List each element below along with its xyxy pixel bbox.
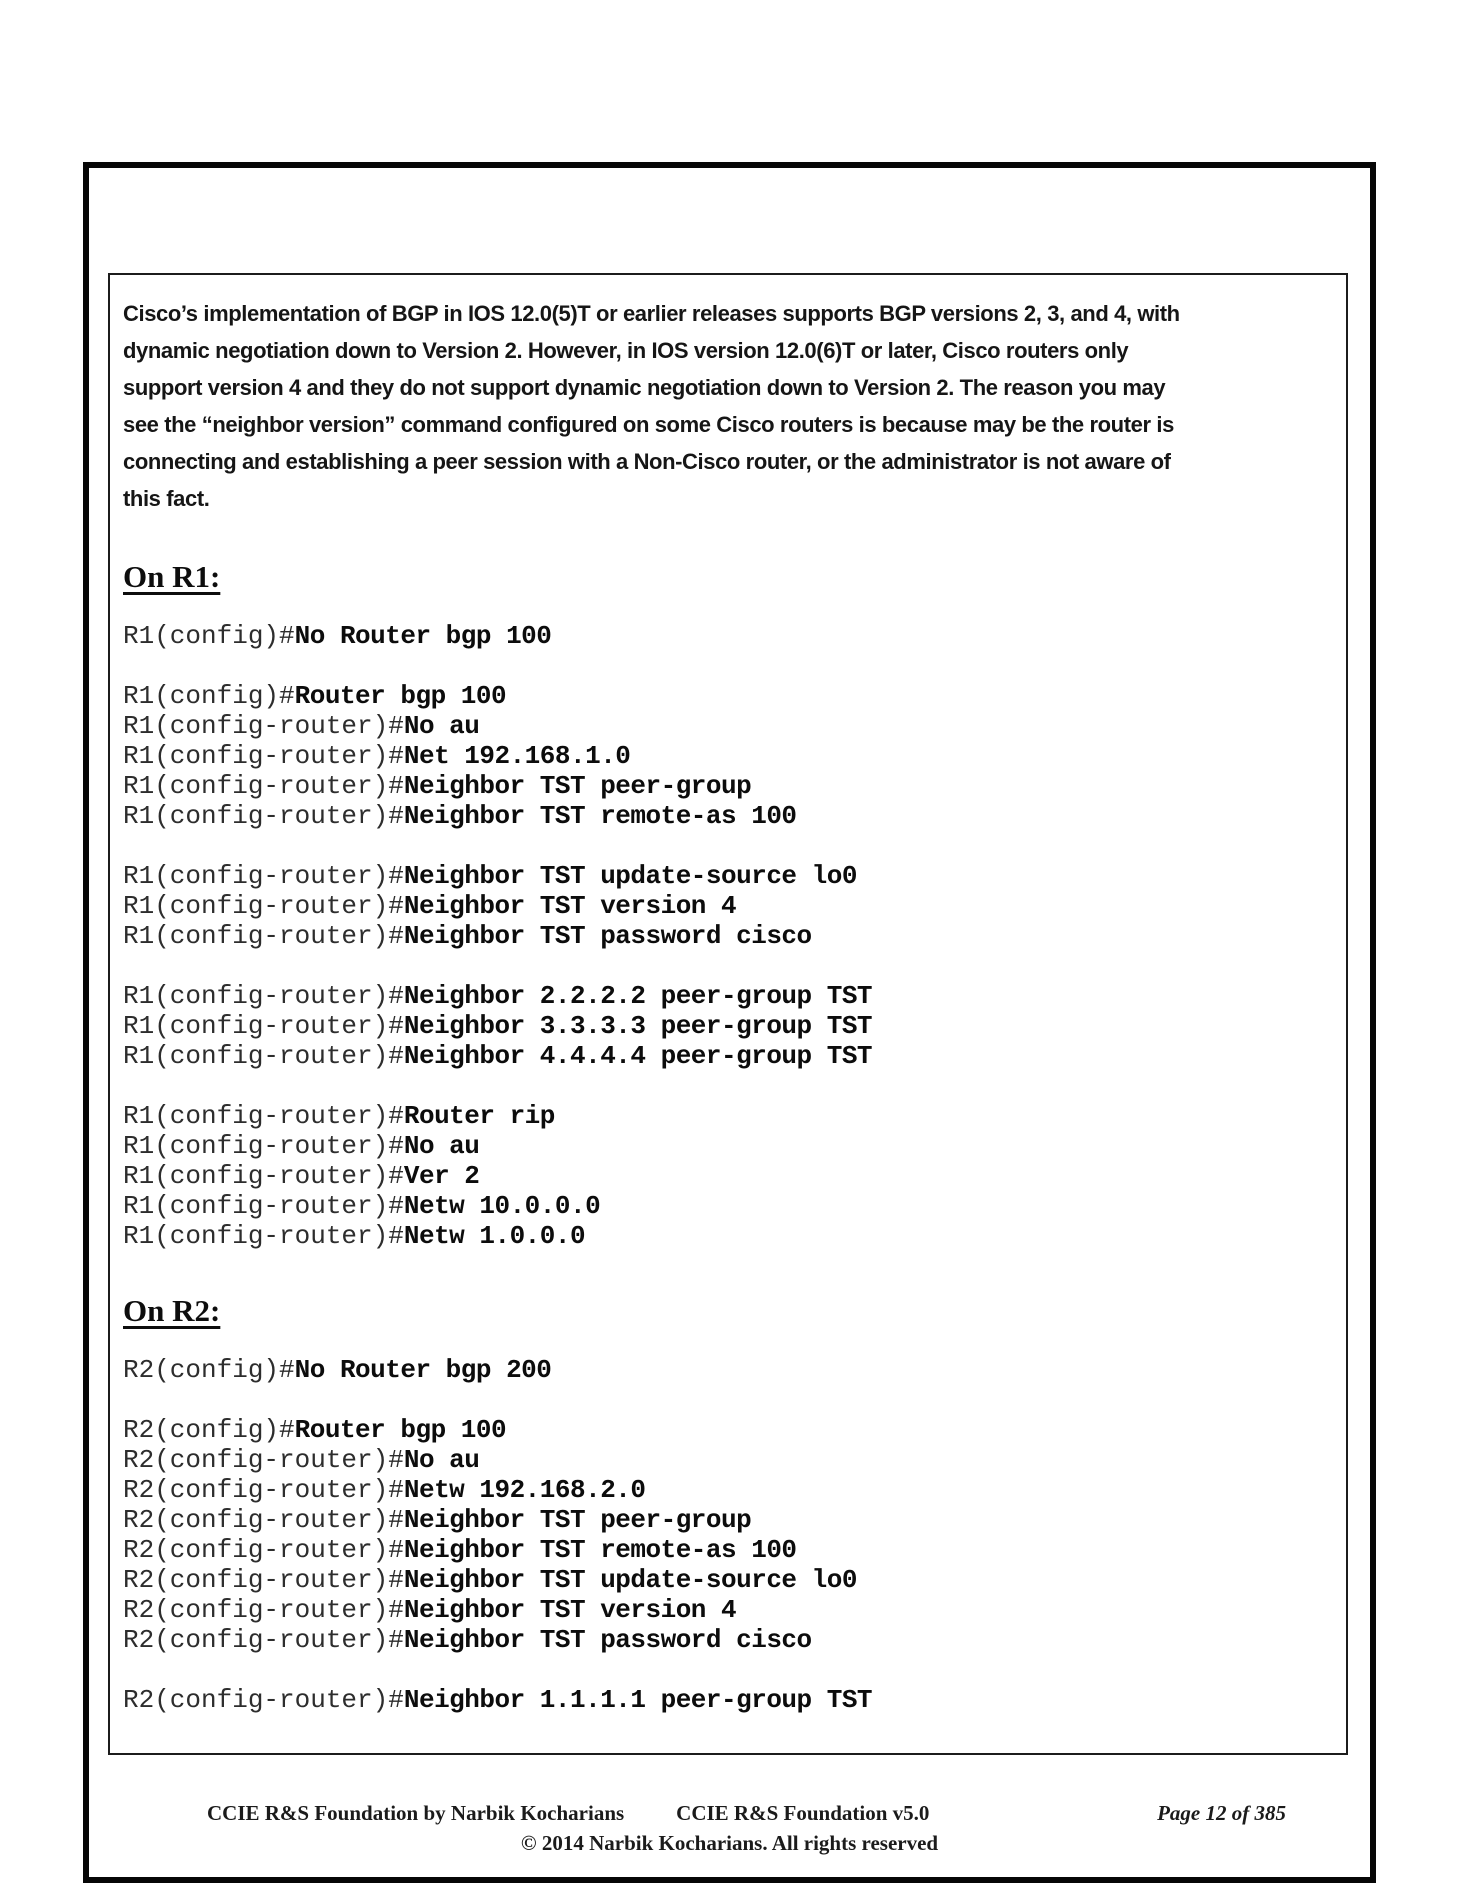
- footer-edition: CCIE R&S Foundation v5.0: [676, 1801, 930, 1825]
- cli-prompt: R1(config-router)#: [123, 1041, 404, 1071]
- cli-command: Neighbor TST remote-as 100: [403, 1535, 797, 1565]
- section-heading: On R2:: [123, 1293, 221, 1328]
- content-box: [108, 273, 1348, 1755]
- config-line: [123, 1041, 1334, 1071]
- cli-prompt: R1(config-router)#: [123, 801, 404, 831]
- cli-command: Neighbor TST password cisco: [403, 1625, 812, 1655]
- config-line: [123, 1161, 1334, 1191]
- cli-command: Netw 10.0.0.0: [403, 1191, 601, 1221]
- cli-command: Router bgp 100: [294, 681, 507, 711]
- cli-command: No au: [403, 1131, 480, 1161]
- cli-command: Router rip: [403, 1101, 555, 1131]
- config-line: [123, 1355, 1334, 1385]
- cli-prompt: R1(config-router)#: [123, 771, 404, 801]
- cli-command: No Router bgp 100: [294, 621, 552, 651]
- config-line: [123, 1535, 1334, 1565]
- intro-paragraph-line: connecting and establishing a peer session with a Non-Cisco router, or the administrator is not aware of: [123, 449, 1171, 474]
- cli-prompt: R2(config-router)#: [123, 1685, 404, 1715]
- config-line: [123, 1445, 1334, 1475]
- config-block: [123, 1685, 1334, 1715]
- intro-paragraph-line: support version 4 and they do not support dynamic negotiation down to Version 2. The reason you may: [123, 375, 1166, 400]
- intro-paragraph-line: see the “neighbor version” command configured on some Cisco routers is because may be the router is: [123, 412, 1174, 437]
- config-line: [123, 921, 1334, 951]
- config-line: [123, 1625, 1334, 1655]
- footer-row: [89, 1800, 1370, 1826]
- config-block: [123, 1101, 1334, 1251]
- cli-prompt: R1(config-router)#: [123, 1191, 404, 1221]
- cli-prompt: R1(config-router)#: [123, 711, 404, 741]
- config-line: [123, 621, 1334, 651]
- cli-prompt: R2(config-router)#: [123, 1625, 404, 1655]
- config-block: [123, 621, 1334, 651]
- config-line: [123, 1101, 1334, 1131]
- cli-command: Netw 1.0.0.0: [403, 1221, 586, 1251]
- config-line: [123, 1595, 1334, 1625]
- cli-command: Neighbor TST peer-group: [403, 1505, 752, 1535]
- cli-command: Neighbor TST version 4: [403, 891, 737, 921]
- config-line: [123, 741, 1334, 771]
- cli-prompt: R2(config-router)#: [123, 1475, 404, 1505]
- blank-line: [123, 1385, 1334, 1415]
- cli-command: Neighbor TST version 4: [403, 1595, 737, 1625]
- cli-command: Neighbor TST update-source lo0: [403, 1565, 857, 1595]
- cli-prompt: R1(config)#: [123, 621, 295, 651]
- config-line: [123, 1011, 1334, 1041]
- cli-prompt: R2(config-router)#: [123, 1445, 404, 1475]
- footer-page-number: Page 12 of 385: [1157, 1801, 1286, 1825]
- cli-command: Neighbor 2.2.2.2 peer-group TST: [403, 981, 873, 1011]
- cli-prompt: R2(config-router)#: [123, 1535, 404, 1565]
- cli-command: Neighbor TST peer-group: [403, 771, 752, 801]
- cli-prompt: R1(config-router)#: [123, 1161, 404, 1191]
- config-line: [123, 1685, 1334, 1715]
- cli-prompt: R2(config)#: [123, 1355, 295, 1385]
- cli-command: No au: [403, 1445, 480, 1475]
- cli-prompt: R2(config-router)#: [123, 1505, 404, 1535]
- cli-prompt: R2(config-router)#: [123, 1595, 404, 1625]
- section-heading: On R1:: [123, 559, 221, 594]
- cli-prompt: R1(config-router)#: [123, 1011, 404, 1041]
- cli-command: Neighbor 4.4.4.4 peer-group TST: [403, 1041, 873, 1071]
- cli-command: Neighbor TST password cisco: [403, 921, 812, 951]
- config-block: [123, 1355, 1334, 1385]
- intro-paragraph: [123, 295, 1334, 517]
- config-line: [123, 981, 1334, 1011]
- cli-prompt: R1(config-router)#: [123, 981, 404, 1011]
- config-line: [123, 1415, 1334, 1445]
- cli-prompt: R1(config-router)#: [123, 891, 404, 921]
- cli-command: Neighbor 3.3.3.3 peer-group TST: [403, 1011, 873, 1041]
- config-line: [123, 1221, 1334, 1251]
- config-block: [123, 981, 1334, 1071]
- config-line: [123, 1475, 1334, 1505]
- config-line: [123, 1565, 1334, 1595]
- cli-command: Neighbor TST update-source lo0: [403, 861, 857, 891]
- footer-copyright: © 2014 Narbik Kocharians. All rights reserved: [520, 1831, 939, 1855]
- blank-line: [123, 831, 1334, 861]
- config-block: [123, 1415, 1334, 1655]
- intro-paragraph-line: this fact.: [123, 486, 210, 511]
- page-footer: [89, 1800, 1370, 1856]
- config-line: [123, 891, 1334, 921]
- cli-prompt: R1(config-router)#: [123, 1221, 404, 1251]
- cli-command: Net 192.168.1.0: [403, 741, 631, 771]
- config-sections: [123, 559, 1334, 1715]
- cli-command: Neighbor TST remote-as 100: [403, 801, 797, 831]
- page-border-frame: [83, 162, 1376, 1883]
- cli-prompt: R1(config-router)#: [123, 741, 404, 771]
- cli-prompt: R1(config-router)#: [123, 1101, 404, 1131]
- intro-paragraph-line: dynamic negotiation down to Version 2. However, in IOS version 12.0(6)T or later, Cisco routers only: [123, 338, 1129, 363]
- blank-line: [123, 951, 1334, 981]
- config-block: [123, 681, 1334, 831]
- blank-line: [123, 651, 1334, 681]
- config-line: [123, 1191, 1334, 1221]
- config-block: [123, 861, 1334, 951]
- footer-book-title: CCIE R&S Foundation by Narbik Kocharians: [207, 1801, 625, 1825]
- cli-command: No au: [403, 711, 480, 741]
- config-line: [123, 711, 1334, 741]
- blank-line: [123, 1071, 1334, 1101]
- cli-command: Netw 192.168.2.0: [403, 1475, 646, 1505]
- config-line: [123, 861, 1334, 891]
- cli-command: Router bgp 100: [294, 1415, 507, 1445]
- intro-paragraph-line: Cisco’s implementation of BGP in IOS 12.0(5)T or earlier releases supports BGP versions 2, 3, and 4, with: [123, 301, 1180, 326]
- cli-prompt: R1(config)#: [123, 681, 295, 711]
- cli-command: Neighbor 1.1.1.1 peer-group TST: [403, 1685, 873, 1715]
- cli-prompt: R2(config-router)#: [123, 1565, 404, 1595]
- cli-prompt: R2(config)#: [123, 1415, 295, 1445]
- blank-line: [123, 1655, 1334, 1685]
- cli-command: No Router bgp 200: [294, 1355, 552, 1385]
- config-line: [123, 681, 1334, 711]
- config-line: [123, 771, 1334, 801]
- config-line: [123, 1131, 1334, 1161]
- cli-prompt: R1(config-router)#: [123, 921, 404, 951]
- config-line: [123, 801, 1334, 831]
- config-line: [123, 1505, 1334, 1535]
- cli-command: Ver 2: [403, 1161, 480, 1191]
- cli-prompt: R1(config-router)#: [123, 861, 404, 891]
- cli-prompt: R1(config-router)#: [123, 1131, 404, 1161]
